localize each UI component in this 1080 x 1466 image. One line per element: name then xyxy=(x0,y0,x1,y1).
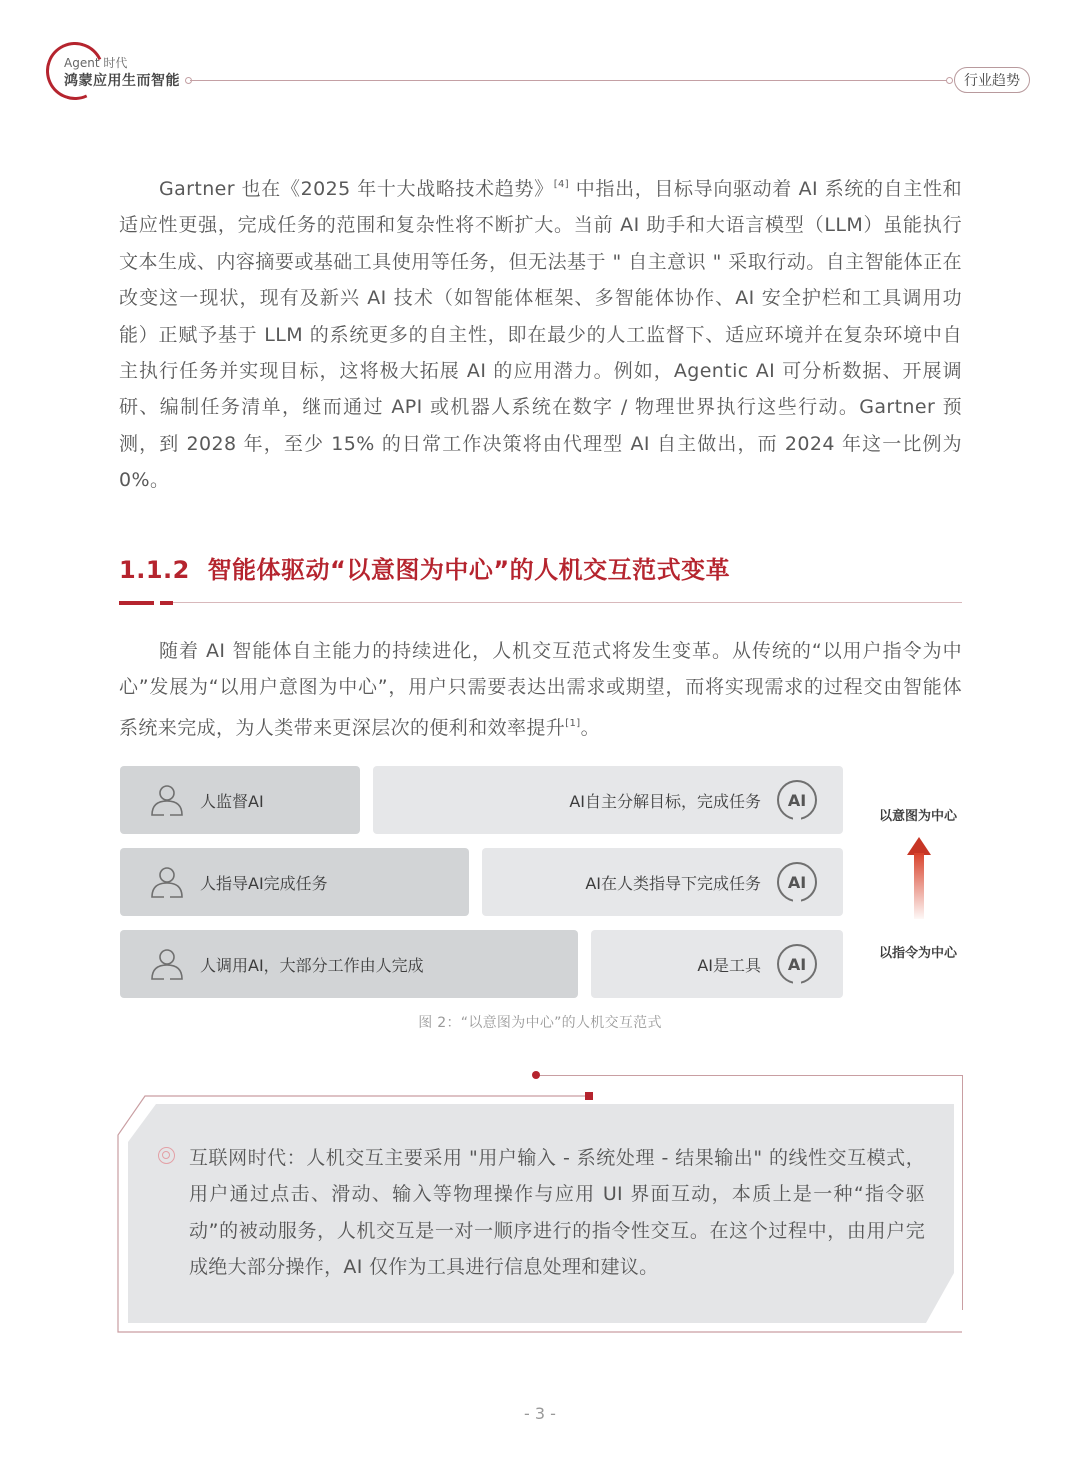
heading-accent-bar-small xyxy=(160,601,173,605)
person-icon xyxy=(148,863,186,901)
human-role-label: 人指导AI完成任务 xyxy=(200,873,328,893)
ai-role-label: AI在人类指导下完成任务 xyxy=(585,873,761,893)
section-tag: 行业趋势 xyxy=(954,67,1030,93)
heading-accent-bar xyxy=(119,601,154,605)
page-number: - 3 - xyxy=(524,1404,556,1423)
human-role-box xyxy=(120,766,360,834)
ai-role-box xyxy=(373,766,843,834)
up-arrow-shaft xyxy=(914,853,924,919)
header-divider xyxy=(190,80,948,81)
ai-badge-icon: AI xyxy=(777,944,817,984)
callout-text: 互联网时代：人机交互主要采用 "用户输入 - 系统处理 - 结果输出" 的线性交互模式，用户通过点击、滑动、输入等物理操作与应用 UI 界面互动，本质上是一种“指令驱动”的被动服务，人机交互是一对一顺序进行的指令性交互。在这个过程中，由用户完成绝大部分操作，AI 仅作为工具进行信息处理和建议。 xyxy=(189,1147,925,1279)
section-title: 智能体驱动“以意图为中心”的人机交互范式变革 xyxy=(207,556,731,584)
callout-top-line xyxy=(536,1075,962,1076)
human-role-label: 人监督AI xyxy=(200,791,264,811)
paragraph-text: Gartner 也在《2025 年十大战略技术趋势》 xyxy=(159,178,554,200)
human-role-box xyxy=(120,848,469,916)
human-role-box xyxy=(120,930,578,998)
heading-underline xyxy=(173,602,962,603)
ai-badge-icon: AI xyxy=(777,862,817,902)
citation: [1] xyxy=(565,717,581,729)
bullet-circle-icon xyxy=(158,1147,175,1164)
paragraph-text: 。 xyxy=(580,716,600,739)
section-heading xyxy=(119,550,730,585)
person-icon xyxy=(148,781,186,819)
ai-badge-icon: AI xyxy=(777,780,817,820)
ai-role-label: AI是工具 xyxy=(697,955,761,975)
person-icon xyxy=(148,945,186,983)
ai-role-box xyxy=(482,848,843,916)
citation: [4] xyxy=(553,179,570,190)
paragraph-text: 随着 AI 智能体自主能力的持续进化，人机交互范式将发生变革。从传统的“以用户指令为中心”发展为“以用户意图为中心”，用户只需要表达出需求或期望，而将实现需求的过程交由智能体系统来完成，为人类带来更深层次的便利和效率提升 xyxy=(119,640,962,739)
body-paragraph-1 xyxy=(119,167,962,499)
header-title: 鸿蒙应用生而智能 xyxy=(64,73,180,89)
command-centric-label: 以指令为中心 xyxy=(879,946,958,961)
human-role-label: 人调用AI，大部分工作由人完成 xyxy=(200,955,424,975)
section-number: 1.1.2 xyxy=(119,556,190,584)
header-subtitle: Agent 时代 xyxy=(64,56,128,70)
figure-caption: 图 2：“以意图为中心”的人机交互范式 xyxy=(418,1015,662,1031)
ai-role-label: AI自主分解目标，完成任务 xyxy=(569,791,761,811)
body-paragraph-2 xyxy=(119,633,962,746)
callout-square-marker xyxy=(585,1092,593,1100)
intent-centric-label: 以意图为中心 xyxy=(879,809,958,824)
callout-dot xyxy=(532,1071,540,1079)
paragraph-text: 中指出，目标导向驱动着 AI 系统的自主性和适应性更强，完成任务的范围和复杂性将不断扩大。当前 AI 助手和大语言模型（LLM）虽能执行文本生成、内容摘要或基础工具使用等任务，但无法基于 " 自主意识 " 采取行动。自主智能体正在改变这一现状，现有及新兴 AI 技术（如智能体框架、多智能体协作、AI 安全护栏和工具调用功能）正赋予基于 LLM 的系统更多的自主性，即在最少的人工监督下、适应环境并在复杂环境中自主执行任务并实现目标，这将极大拓展 AI 的应用潜力。例如，Agentic AI 可分析数据、开展调研、编制任务清单，继而通过 API 或机器人系统在数字 / 物理世界执行这些行动。Gartner 预测，到 2028 年，至少 15% 的日常工作决策将由代理型 AI 自主做出，而 2024 年这一比例为 0%。 xyxy=(119,178,962,492)
header-line-dot-right xyxy=(946,77,953,84)
ai-role-box xyxy=(591,930,843,998)
